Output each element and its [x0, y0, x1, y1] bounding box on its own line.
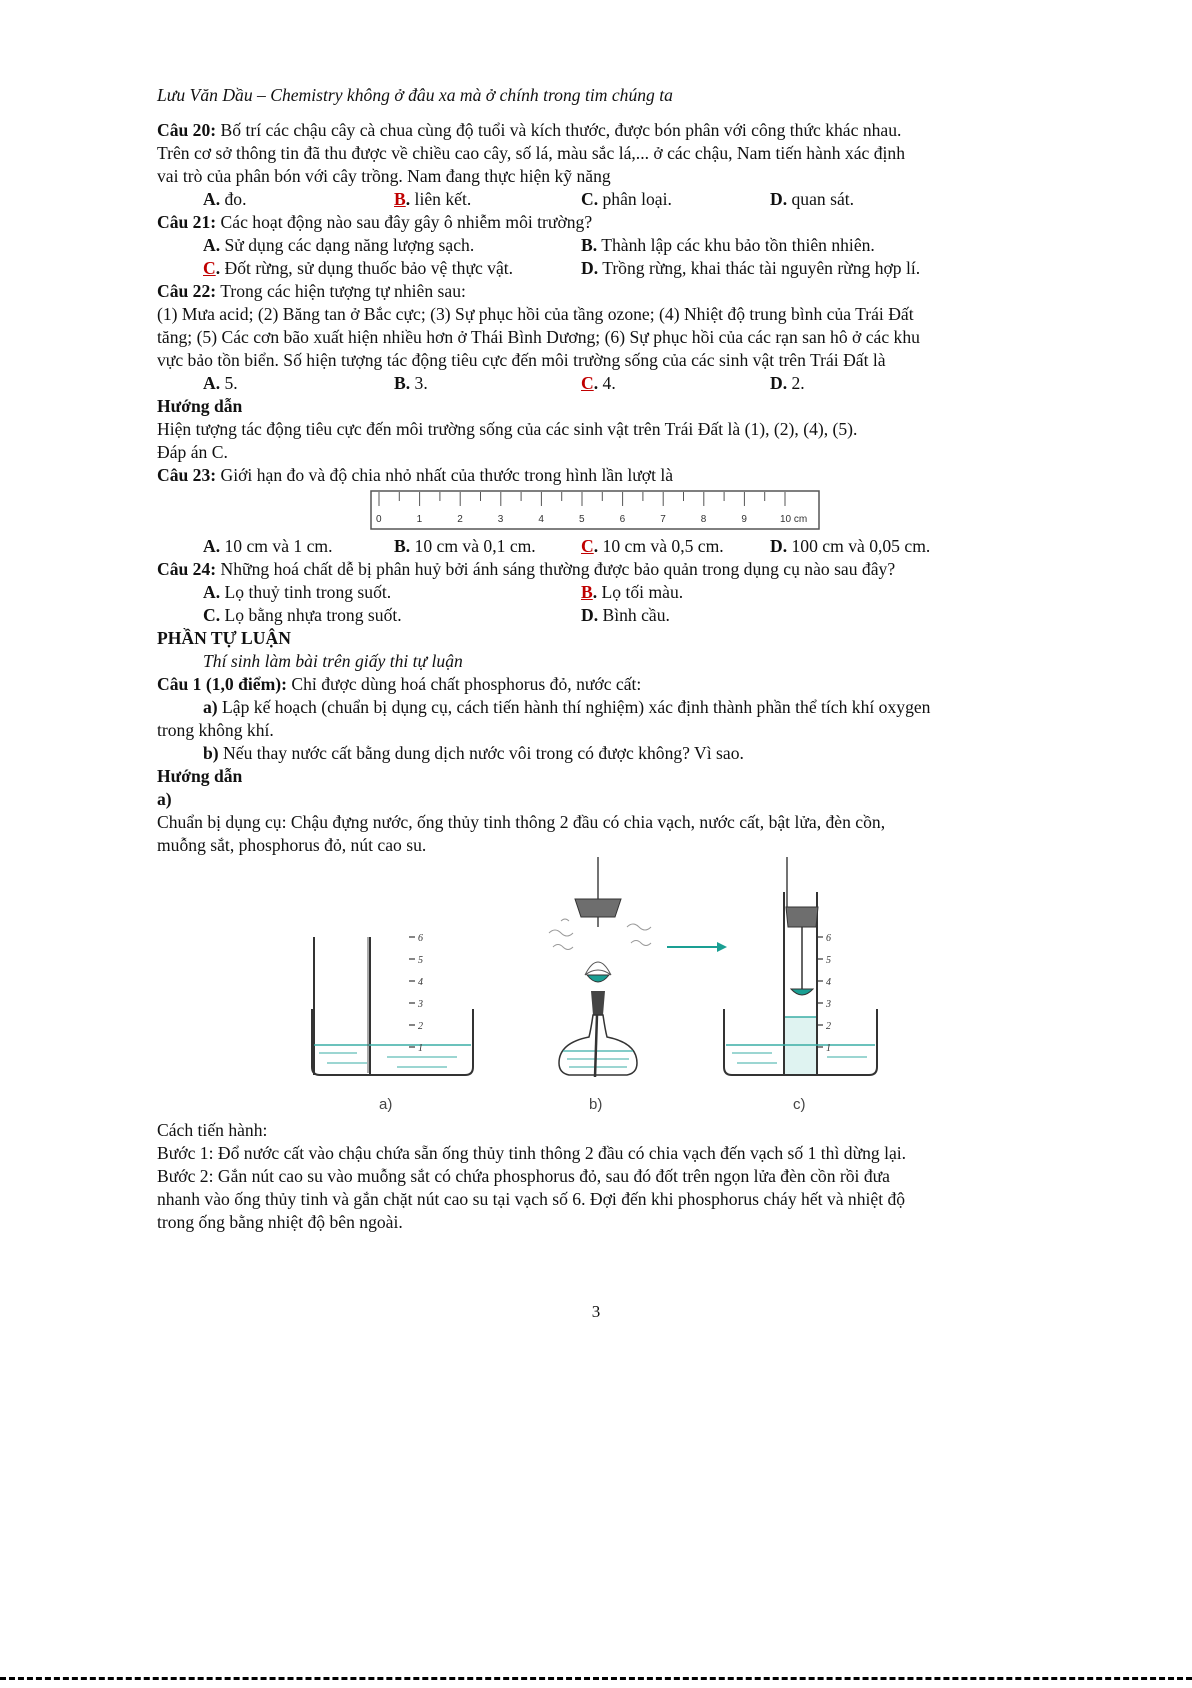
- figure-b-label: b): [589, 1096, 603, 1113]
- ruler-label: 3: [497, 514, 504, 525]
- essay-q1-label: Câu 1 (1,0 điểm):: [157, 674, 287, 694]
- q23-option-c: C. 10 cm và 0,5 cm.: [581, 536, 724, 556]
- q21-options-row1: [157, 234, 1037, 257]
- q22-line: Câu 22: Trong các hiện tượng tự nhiên sau:: [157, 281, 466, 301]
- q24-option-d: D. Bình cầu.: [581, 605, 670, 625]
- q22-option-d: D. 2.: [770, 373, 805, 393]
- figure-a-label: a): [379, 1096, 393, 1113]
- ruler-svg: [157, 489, 1037, 533]
- q22-option-c: C. 4.: [581, 373, 616, 393]
- q23-option-a: A. 10 cm và 1 cm.: [203, 536, 333, 556]
- q22-guide1: Hiện tượng tác động tiêu cực đến môi trường sống của các sinh vật trên Trái Đất là (1), (2), (4), (5).: [157, 419, 858, 439]
- q22-options: [157, 372, 1037, 395]
- spoon-in-tube-icon: [791, 989, 813, 995]
- step2a: Bước 2: Gắn nút cao su vào muỗng sắt có chứa phosphorus đỏ, sau đó đốt trên ngọn lửa đèn cồn rồi đưa: [157, 1166, 890, 1186]
- q24-options-row1: [157, 581, 1037, 604]
- tube-label: 2: [418, 1021, 423, 1032]
- essay-prep2: muỗng sắt, phosphorus đỏ, nút cao su.: [157, 835, 427, 855]
- tube-label: 5: [826, 955, 831, 966]
- tube-label: 3: [826, 999, 831, 1010]
- q23-option-d: D. 100 cm và 0,05 cm.: [770, 536, 931, 556]
- essay-title: PHẦN TỰ LUẬN: [157, 628, 291, 648]
- q23-line: Câu 23: Giới hạn đo và độ chia nhỏ nhất của thước trong hình lần lượt là: [157, 465, 674, 485]
- document-page: [157, 84, 1037, 1234]
- q21-option-c: C. Đốt rừng, sử dụng thuốc bảo vệ thực vật.: [203, 258, 514, 278]
- essay-a-line: a) Lập kế hoạch (chuẩn bị dụng cụ, cách tiến hành thí nghiệm) xác định thành phần thể tích khí oxygen: [203, 697, 931, 717]
- rubber-stopper-c: [786, 907, 818, 927]
- tube-label: 3: [418, 999, 423, 1010]
- tube-label: 4: [418, 977, 423, 988]
- q20-line2: Trên cơ sở thông tin đã thu được về chiều cao cây, số lá, màu sắc lá,... ở các chậu, Nam tiến hành xác định: [157, 143, 905, 163]
- lamp-wick-icon: [591, 991, 605, 1015]
- q22-body1: (1) Mưa acid; (2) Băng tan ở Bắc cực; (3) Sự phục hồi của tầng ozone; (4) Nhiệt độ trung bình của Trái Đất: [157, 304, 914, 324]
- step2c: trong ống bằng nhiệt độ bên ngoài.: [157, 1212, 403, 1232]
- ruler-label: 4: [538, 514, 544, 525]
- q24-option-a: A. Lọ thuỷ tinh trong suốt.: [203, 582, 392, 602]
- ruler-body: [371, 491, 819, 529]
- alcohol-lamp-icon: [559, 1015, 637, 1075]
- q20-option-a: A. đo.: [203, 189, 247, 209]
- ruler-label: 5: [579, 514, 585, 525]
- page-header: Lưu Văn Dầu – Chemistry không ở đâu xa mà ở chính trong tim chúng ta: [157, 85, 673, 105]
- essay-b-line: b) Nếu thay nước cất bằng dung dịch nước vôi trong có được không? Vì sao.: [203, 743, 744, 763]
- q23-label: Câu 23:: [157, 465, 217, 485]
- tube-label: 2: [826, 1021, 831, 1032]
- figure-c-label: c): [793, 1096, 806, 1113]
- q22-guide2: Đáp án C.: [157, 442, 228, 462]
- essay-guide-title: Hướng dẫn: [157, 766, 243, 786]
- q22-body3: vực bảo tồn biển. Số hiện tượng tác động tiêu cực đến môi trường sống của các sinh vật trên Trái Đất là: [157, 350, 886, 370]
- tube-label: 1: [418, 1043, 423, 1054]
- q22-option-b: B. 3.: [394, 373, 428, 393]
- q21-label: Câu 21:: [157, 212, 217, 232]
- ruler-figure: [157, 489, 1037, 533]
- smoke-icon: [549, 919, 651, 950]
- tube-label: 6: [418, 933, 423, 944]
- page-number: 3: [591, 1302, 601, 1321]
- q22-label: Câu 22:: [157, 281, 217, 301]
- flame-icon: [585, 962, 611, 975]
- ruler-label: 6: [619, 514, 626, 525]
- q21-option-d: D. Trồng rừng, khai thác tài nguyên rừng hợp lí.: [581, 258, 921, 278]
- q23-option-b: B. 10 cm và 0,1 cm.: [394, 536, 536, 556]
- essay-prep1: Chuẩn bị dụng cụ: Chậu đựng nước, ống thủy tinh thông 2 đầu có chia vạch, nước cất, bật lửa, đèn cồn,: [157, 812, 886, 832]
- tube-label: 4: [826, 977, 831, 988]
- ruler-label: 0: [376, 514, 382, 525]
- essay-note: Thí sinh làm bài trên giấy thi tự luận: [203, 651, 463, 671]
- q24-line: Câu 24: Những hoá chất dễ bị phân huỷ bởi ánh sáng thường được bảo quản trong dụng cụ nào sau đây?: [157, 559, 896, 579]
- proc-title: Cách tiến hành:: [157, 1120, 268, 1140]
- ruler-label: 2: [457, 514, 463, 525]
- q20-options: [157, 188, 1037, 211]
- experiment-svg: [157, 857, 1037, 1119]
- q21-option-b: B. Thành lập các khu bảo tồn thiên nhiên.: [581, 235, 875, 255]
- q20-option-d: D. quan sát.: [770, 189, 855, 209]
- step1: Bước 1: Đổ nước cất vào chậu chứa sẵn ống thủy tinh thông 2 đầu có chia vạch đến vạch số 1 thì dừng lại.: [157, 1143, 907, 1163]
- q20-label: Câu 20:: [157, 120, 217, 140]
- q24-option-b: B. Lọ tối màu.: [581, 582, 684, 602]
- essay-guide-a: a): [157, 789, 172, 809]
- ruler-label: 7: [660, 514, 666, 525]
- q24-option-c: C. Lọ bằng nhựa trong suốt.: [203, 605, 402, 625]
- q20-option-b: B. liên kết.: [394, 189, 472, 209]
- arrow-right-icon: [667, 942, 727, 952]
- ruler-label: 10 cm: [780, 514, 808, 525]
- spoon-icon: [587, 975, 609, 982]
- rubber-stopper-b: [575, 899, 621, 917]
- experiment-figure: [157, 857, 1037, 1119]
- q20-option-c: C. phân loại.: [581, 189, 672, 209]
- essay-q1-line: Câu 1 (1,0 điểm): Chỉ được dùng hoá chất phosphorus đỏ, nước cất:: [157, 674, 642, 694]
- q20-text1: Bố trí các chậu cây cà chua cùng độ tuổi và kích thước, được bón phân với công thức khác nhau.: [216, 120, 902, 140]
- figure-b: [549, 857, 651, 1113]
- q22-body2: tăng; (5) Các cơn bão xuất hiện nhiều hơn ở Thái Bình Dương; (6) Sự phục hồi của các rạn san hô ở các khu: [157, 327, 920, 347]
- q21-options-row2: [157, 257, 1037, 280]
- q22-option-a: A. 5.: [203, 373, 238, 393]
- tube-label: 6: [826, 933, 831, 944]
- q21-line: Câu 21: Các hoạt động nào sau đây gây ô nhiễm môi trường?: [157, 212, 593, 232]
- q22-guide-title: Hướng dẫn: [157, 396, 243, 416]
- tube-label: 1: [826, 1043, 831, 1054]
- tube-scale-a: [409, 933, 423, 1054]
- page-bottom-border: [0, 1677, 1192, 1688]
- figure-c: [724, 857, 877, 1113]
- tube-label: 5: [418, 955, 423, 966]
- q23-options: [157, 535, 1037, 558]
- figure-a: [312, 933, 473, 1113]
- q20-line1: [157, 119, 1037, 142]
- q24-label: Câu 24:: [157, 559, 217, 579]
- ruler-label: 1: [416, 514, 423, 525]
- step2b: nhanh vào ống thủy tinh và gắn chặt nút cao su tại vạch số 6. Đợi đến khi phosphorus cháy hết và nhiệt độ: [157, 1189, 906, 1209]
- ruler-label: 8: [700, 514, 707, 525]
- q20-line3: vai trò của phân bón với cây trồng. Nam đang thực hiện kỹ năng: [157, 166, 611, 186]
- q24-options-row2: [157, 604, 1037, 627]
- essay-a-line2: trong không khí.: [157, 720, 274, 740]
- tube-scale-c: [817, 933, 831, 1054]
- q21-option-a: A. Sử dụng các dạng năng lượng sạch.: [203, 235, 475, 255]
- ruler-label: 9: [741, 514, 747, 525]
